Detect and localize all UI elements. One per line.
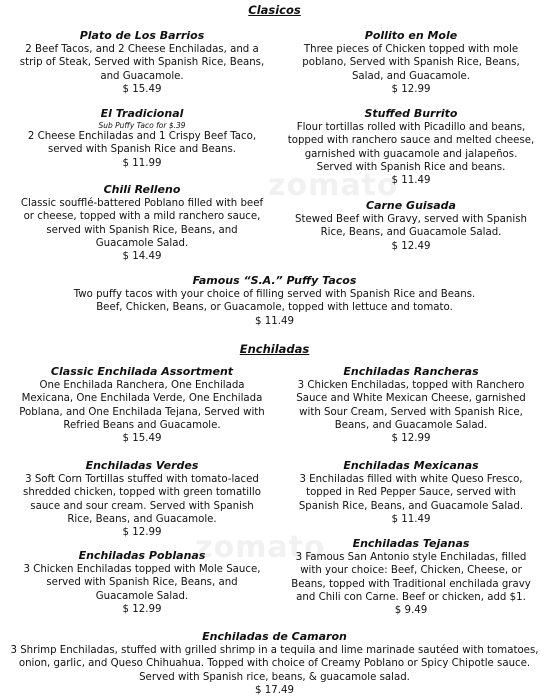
item-description: 2 Beef Tacos, and 2 Cheese Enchiladas, and a strip of Steak, Served with Spanish Rice, Beans, and Guacamole.: [19, 44, 265, 82]
item-name: Pollito en Mole: [364, 29, 458, 42]
item-name: Plato de Los Barrios: [79, 29, 205, 42]
watermark: zomato: [268, 168, 399, 203]
item-description: 3 Chicken Enchiladas, topped with Ranchero Sauce and White Mexican Cheese, garnished with Sour Cream, Served with Spanish Rice, Beans, and Guacamole Salad.: [296, 380, 526, 431]
item-description: 2 Cheese Enchiladas and 1 Crispy Beef Taco, served with Spanish Rice and Beans.: [27, 131, 257, 156]
menu-item-assortment: [8, 365, 276, 445]
item-name: Enchiladas de Camaron: [202, 630, 347, 643]
item-price: $ 12.99: [122, 527, 162, 539]
item-description: One Enchilada Ranchera, One Enchilada Mexicana, One Enchilada Verde, One Enchilada Poblana, and One Enchilada Tejana, Served with Refried Beans and Guacamole.: [19, 380, 265, 431]
item-description: Classic soufflé-battered Poblano filled with beef or cheese, topped with a mild ranchero sauce, served with Spanish Rice, Beans, and Guacamole Salad.: [20, 198, 264, 249]
menu-item-tradicional: [8, 107, 276, 170]
item-name: Chili Relleno: [103, 183, 181, 196]
item-price: $ 12.49: [391, 240, 431, 252]
item-name: Enchiladas Rancheras: [343, 365, 479, 378]
item-description: 3 Chicken Enchiladas topped with Mole Sauce, served with Spanish Rice, Beans, and Guacamole Salad.: [23, 564, 261, 602]
item-description: 3 Famous San Antonio style Enchiladas, filled with your choice: Beef, Chicken, Cheese, or Beans, topped with Traditional enchilada gravy and Chili con Carne. Beef or chicken, add $1.: [291, 552, 531, 603]
item-name: El Tradicional: [100, 107, 184, 120]
section-title-clasicos: Clasicos: [248, 3, 301, 17]
item-name: Enchiladas Poblanas: [78, 549, 206, 562]
menu-item-mexicanas: [278, 459, 544, 526]
item-price: $ 12.99: [391, 433, 431, 445]
section-title-enchiladas: Enchiladas: [239, 342, 310, 356]
item-description: 3 Shrimp Enchiladas, stuffed with grilled shrimp in a tequila and lime marinade sautéed with tomatoes, onion, garlic, and Queso Chihuahua. Topped with choice of Creamy Poblano or Spicy Chipotle sauce. Served with Spanish rice, beans, & guacamole salad.: [10, 645, 539, 683]
item-description: Stewed Beef with Gravy, served with Spanish Rice, Beans, and Guacamole Salad.: [295, 214, 527, 239]
item-price: $ 17.49: [255, 684, 294, 696]
item-price: $ 11.49: [255, 315, 294, 327]
item-name: Enchiladas Verdes: [85, 459, 199, 472]
menu-item-guisada: [278, 199, 544, 253]
item-description: 3 Soft Corn Tortillas stuffed with tomato-laced shredded chicken, topped with green tomatillo sauce and sour cream. Served with Spanish Rice, Beans, and Guacamole.: [23, 474, 261, 525]
menu-item-rancheras: [278, 365, 544, 445]
item-price: $ 11.49: [391, 175, 431, 187]
menu-item-puffy-tacos: [8, 274, 541, 328]
item-price: $ 15.49: [122, 83, 162, 95]
item-description: Two puffy tacos with your choice of filling served with Spanish Rice and Beans. Beef, Chicken, Beans, or Guacamole, topped with lettuce and tomato.: [73, 289, 476, 314]
menu-item-plato: [8, 29, 276, 96]
item-price: $ 14.49: [122, 251, 162, 263]
item-price: $ 12.99: [122, 603, 162, 615]
item-description: Three pieces of Chicken topped with mole poblano, Served with Spanish Rice, Beans, Salad, and Guacamole.: [302, 44, 520, 82]
menu-item-verdes: [8, 459, 276, 539]
item-price: $ 9.49: [394, 605, 428, 617]
menu-item-pollito: [278, 29, 544, 96]
item-name: Carne Guisada: [366, 199, 456, 212]
item-name: Enchiladas Tejanas: [352, 537, 470, 550]
item-price: $ 11.49: [391, 513, 431, 525]
menu-item-relleno: [8, 183, 276, 263]
watermark: zomato: [195, 530, 326, 565]
item-price: $ 12.99: [391, 83, 431, 95]
item-name: Stuffed Burrito: [364, 107, 458, 120]
menu-item-tejanas: [278, 537, 544, 617]
item-price: $ 11.99: [122, 157, 162, 169]
item-description: 3 Enchiladas filled with white Queso Fresco, topped in Red Pepper Sauce, served with Spanish Rice, Beans, and Guacamole Salad.: [298, 474, 524, 512]
item-name: Famous “S.A.” Puffy Tacos: [192, 274, 357, 287]
item-name: Classic Enchilada Assortment: [50, 365, 234, 378]
menu-item-burrito: [278, 107, 544, 187]
item-note: Sub Puffy Taco for $.39: [98, 121, 186, 130]
menu-item-camaron: [8, 630, 541, 697]
item-description: Flour tortillas rolled with Picadillo and beans, topped with ranchero sauce and melted cheese, garnished with guacamole and jalapeños. Served with Spanish Rice and beans.: [287, 122, 535, 173]
item-price: $ 15.49: [122, 433, 162, 445]
menu-item-poblanas: [8, 549, 276, 616]
item-name: Enchiladas Mexicanas: [343, 459, 479, 472]
